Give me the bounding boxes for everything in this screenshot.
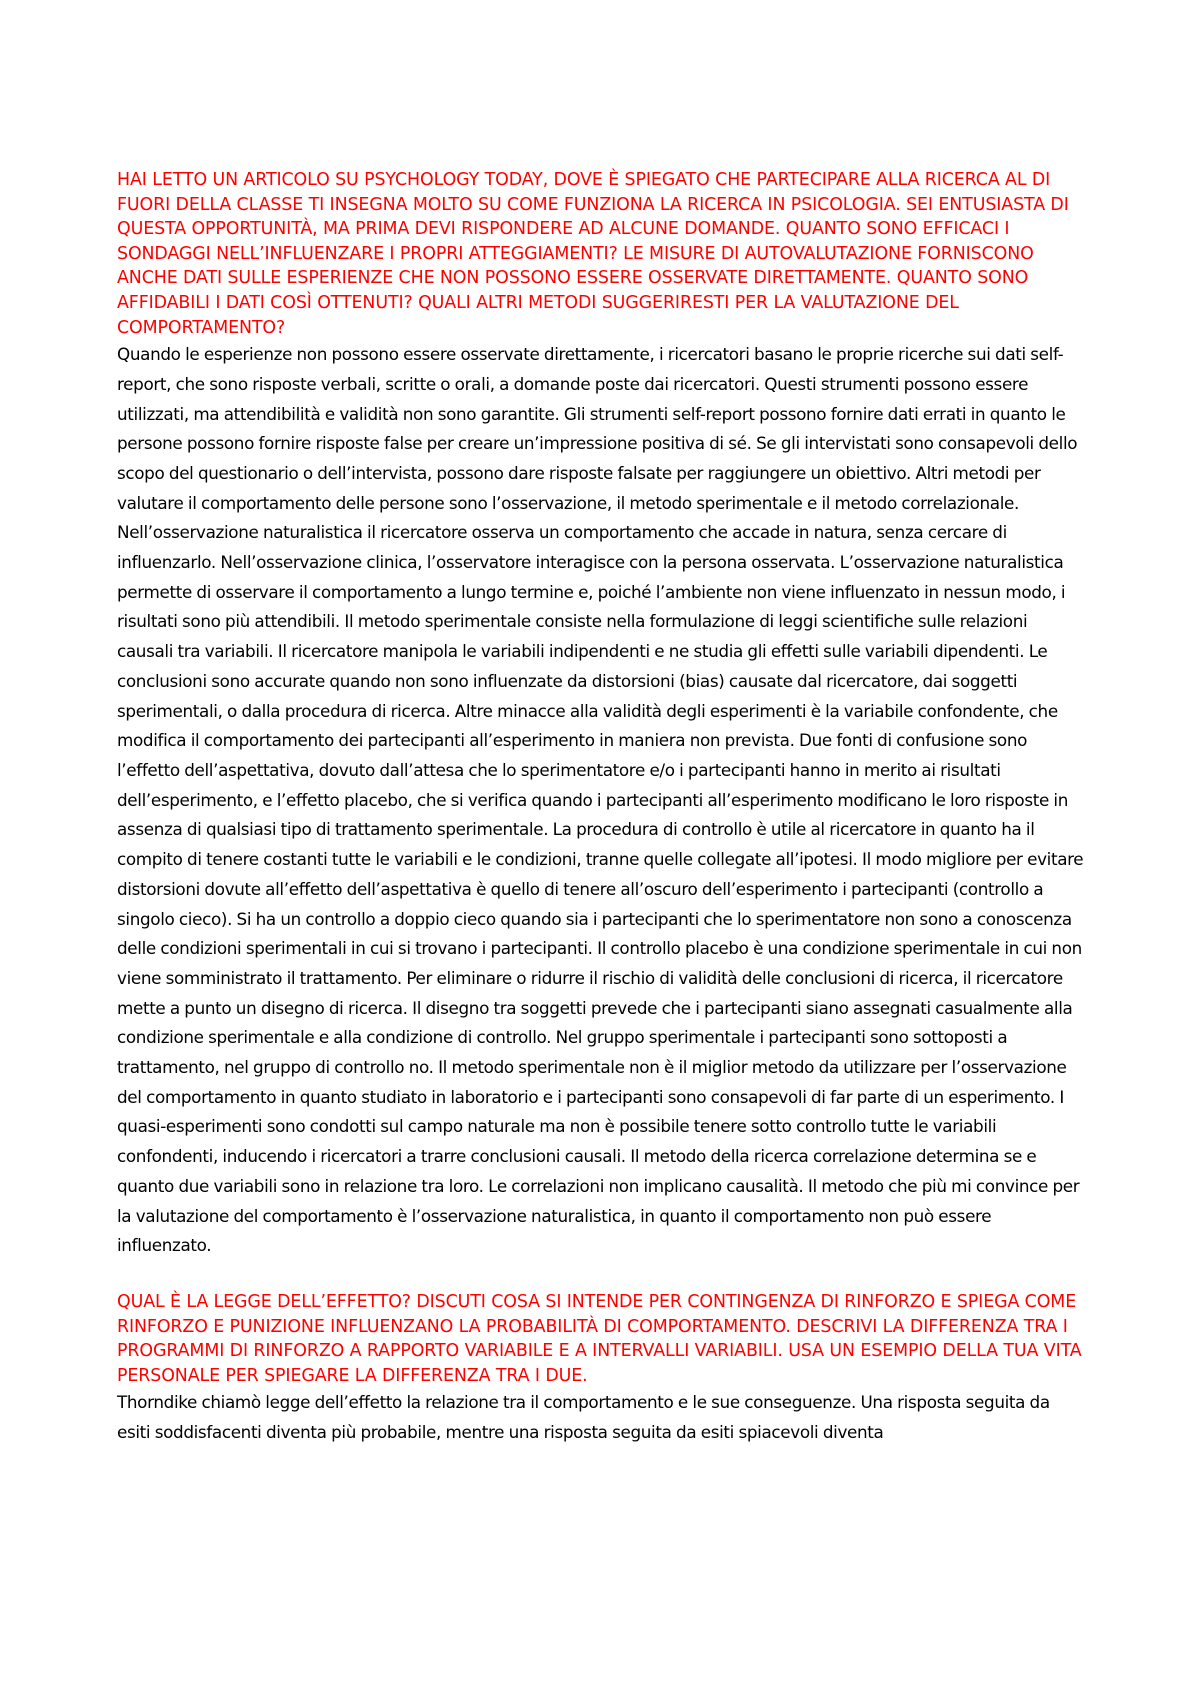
question-2: QUAL È LA LEGGE DELL’EFFETTO? DISCUTI COSA SI INTENDE PER CONTINGENZA DI RINFORZO E SPIEGA COME RINFORZO E PUNIZIONE INFLUENZANO LA PROBABILITÀ DI COMPORTAMENTO. DESCRIVI LA DIFFERENZA TRA I PROGRAMMI DI RINFORZO A RAPPORTO VARIABILE E A INTERVALLI VARIABILI. USA UN ESEMPIO DELLA TUA VITA PERSONALE PER SPIEGARE LA DIFFERENZA TRA I DUE. (117, 1291, 1082, 1386)
answer-1: Quando le esperienze non possono essere osservate direttamente, i ricercatori basano le proprie ricerche sui dati self-report, che sono risposte verbali, scritte o orali, a domande poste dai ricercatori. Questi strumenti possono essere utilizzati, ma attendibilità e validità non sono garantite. Gli strumenti self-report possono fornire dati errati in quanto le persone possono fornire risposte false per creare un’impressione positiva di sé. Se gli intervistati sono consapevoli dello scopo del questionario o dell’intervista, possono dare risposte falsate per raggiungere un obiettivo. Altri metodi per valutare il comportamento delle persone sono l’osservazione, il metodo sperimentale e il metodo correlazionale. Nell’osservazione naturalistica il ricercatore osserva un comportamento che accade in natura, senza cercare di influenzarlo. Nell’osservazione clinica, l’osservatore interagisce con la persona osservata. L’osservazione naturalistica permette di osservare il comportamento a lungo termine e, poiché l’ambiente non viene influenzato in nessun modo, i risultati sono più attendibili. Il metodo sperimentale consiste nella formulazione di leggi scientifiche sulle relazioni causali tra variabili. Il ricercatore manipola le variabili indipendenti e ne studia gli effetti sulle variabili dipendenti. Le conclusioni sono accurate quando non sono influenzate da distorsioni (bias) causate dal ricercatore, dai soggetti sperimentali, o dalla procedura di ricerca. Altre minacce alla validità degli esperimenti è la variabile confondente, che modifica il comportamento dei partecipanti all’esperimento in maniera non prevista. Due fonti di confusione sono l’effetto dell’aspettativa, dovuto dall’attesa che lo sperimentatore e/o i partecipanti hanno in merito ai risultati dell’esperimento, e l’effetto placebo, che si verifica quando i partecipanti all’esperimento modificano le loro risposte in assenza di qualsiasi tipo di trattamento sperimentale. La procedura di controllo è utile al ricercatore in quanto ha il compito di tenere costanti tutte le variabili e le condizioni, tranne quelle collegate all’ipotesi. Il modo migliore per evitare distorsioni dovute all’effetto dell’aspettativa è quello di tenere all’oscuro dell’esperimento i partecipanti (controllo a singolo cieco). Si ha un controllo a doppio cieco quando sia i partecipanti che lo sperimentatore non sono a conoscenza delle condizioni sperimentali in cui si trovano i partecipanti. Il controllo placebo è una condizione sperimentale in cui non viene somministrato il trattamento. Per eliminare o ridurre il rischio di validità delle conclusioni di ricerca, il ricercatore mette a punto un disegno di ricerca. Il disegno tra soggetti prevede che i partecipanti siano assegnati casualmente alla condizione sperimentale e alla condizione di controllo. Nel gruppo sperimentale i partecipanti sono sottoposti a trattamento, nel gruppo di controllo no. Il metodo sperimentale non è il miglior metodo da utilizzare per l’osservazione del comportamento in quanto studiato in laboratorio e i partecipanti sono consapevoli di far parte di un esperimento. I quasi-esperimenti sono condotti sul campo naturale ma non è possibile tenere sotto controllo tutte le variabili confondenti, inducendo i ricercatori a trarre conclusioni causali. Il metodo della ricerca correlazione determina se e quanto due variabili sono in relazione tra loro. Le correlazioni non implicano causalità. Il metodo che più mi convince per la valutazione del comportamento è l’osservazione naturalistica, in quanto il comportamento non può essere influenzato. (117, 344, 1084, 1256)
answer-2: Thorndike chiamò legge dell’effetto la relazione tra il comportamento e le sue conseguenze. Una risposta seguita da esiti soddisfacenti diventa più probabile, mentre una risposta seguita da esiti spiacevoli diventa (117, 1392, 1050, 1443)
document-body (117, 168, 1085, 1448)
question-1: HAI LETTO UN ARTICOLO SU PSYCHOLOGY TODAY, DOVE È SPIEGATO CHE PARTECIPARE ALLA RICERCA AL DI FUORI DELLA CLASSE TI INSEGNA MOLTO SU COME FUNZIONA LA RICERCA IN PSICOLOGIA. SEI ENTUSIASTA DI QUESTA OPPORTUNITÀ, MA PRIMA DEVI RISPONDERE AD ALCUNE DOMANDE. QUANTO SONO EFFICACI I SONDAGGI NELL’INFLUENZARE I PROPRI ATTEGGIAMENTI? LE MISURE DI AUTOVALUTAZIONE FORNISCONO ANCHE DATI SULLE ESPERIENZE CHE NON POSSONO ESSERE OSSERVATE DIRETTAMENTE. QUANTO SONO AFFIDABILI I DATI COSÌ OTTENUTI? QUALI ALTRI METODI SUGGERIRESTI PER LA VALUTAZIONE DEL COMPORTAMENTO? (117, 170, 1069, 338)
section-spacer (117, 1261, 1085, 1290)
